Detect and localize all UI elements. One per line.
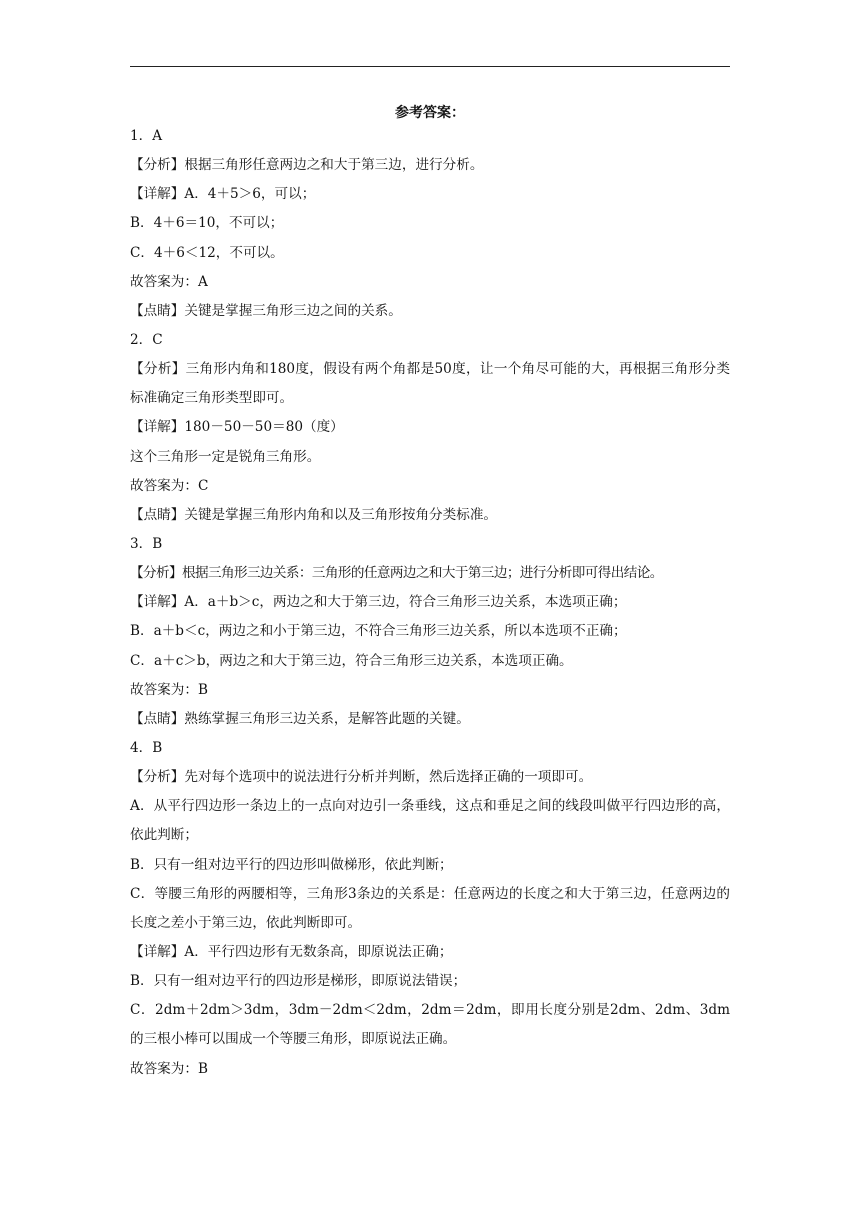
analysis-text: 【分析】先对每个选项中的说法进行分析并判断，然后选择正确的一项即可。 <box>130 769 593 786</box>
explanation-text: B．4＋6＝10，不可以； <box>130 215 284 232</box>
analysis-text: 【分析】根据三角形三边关系：三角形的任意两边之和大于第三边；进行分析即可得出结论。 <box>130 565 663 582</box>
answer-statement: 故答案为：B <box>130 681 208 698</box>
explanation-text: C．2dm＋2dm＞3dm，3dm－2dm＜2dm，2dm＝2dm，即用长度分别是2dm、2dm、3dm的三根小棒可以围成一个等腰三角形，即原说法正确。 <box>130 1002 730 1048</box>
answer-number-4: 4．B <box>130 739 163 756</box>
option-c-analysis: C．等腰三角形的两腰相等，三角形3条边的关系是：任意两边的长度之和大于第三边，任意两边的长度之差小于第三边，依此判断即可。 <box>130 885 730 931</box>
answer-number-1: 1．A <box>130 128 163 144</box>
explanation-text: 【详解】A．平行四边形有无数条高，即原说法正确； <box>130 944 453 961</box>
explanation-text: C．a＋c＞b，两边之和大于第三边，符合三角形三边关系，本选项正确。 <box>130 652 573 669</box>
header-rule <box>130 66 730 67</box>
explanation-text: 【详解】A．a＋b＞c，两边之和大于第三边，符合三角形三边关系，本选项正确； <box>130 594 627 611</box>
analysis-text: 【分析】根据三角形任意两边之和大于第三边，进行分析。 <box>130 157 484 174</box>
explanation-text: B．a＋b＜c，两边之和小于第三边，不符合三角形三边关系，所以本选项不正确； <box>130 623 627 640</box>
option-b-analysis: B．只有一组对边平行的四边形叫做梯形，依此判断； <box>130 856 453 873</box>
key-point-text: 【点睛】熟练掌握三角形三边关系，是解答此题的关键。 <box>130 710 470 727</box>
answer-content <box>130 122 730 1084</box>
explanation-text: B．只有一组对边平行的四边形是梯形，即原说法错误； <box>130 973 467 990</box>
answer-number-2: 2．C <box>130 331 163 348</box>
explanation-text: 【详解】180－50－50＝80（度） <box>130 419 344 436</box>
explanation-text: 这个三角形一定是锐角三角形。 <box>130 448 321 465</box>
explanation-text: C．4＋6＜12，不可以。 <box>130 244 284 261</box>
answer-statement: 故答案为：B <box>130 1060 208 1077</box>
answer-statement: 故答案为：A <box>130 273 208 290</box>
key-point-text: 【点睛】关键是掌握三角形三边之间的关系。 <box>130 302 402 319</box>
answer-number-3: 3．B <box>130 536 163 552</box>
analysis-text: 【分析】三角形内角和180度，假设有两个角都是50度，让一个角尽可能的大，再根据三角形分类标准确定三角形类型即可。 <box>130 361 730 407</box>
key-point-text: 【点睛】关键是掌握三角形内角和以及三角形按角分类标准。 <box>130 506 498 523</box>
option-a-analysis: A．从平行四边形一条边上的一点向对边引一条垂线，这点和垂足之间的线段叫做平行四边形的高，依此判断； <box>130 798 730 844</box>
answer-statement: 故答案为：C <box>130 477 209 494</box>
answer-key-title: 参考答案： <box>395 105 465 121</box>
explanation-text: 【详解】A．4＋5＞6，可以； <box>130 186 316 203</box>
